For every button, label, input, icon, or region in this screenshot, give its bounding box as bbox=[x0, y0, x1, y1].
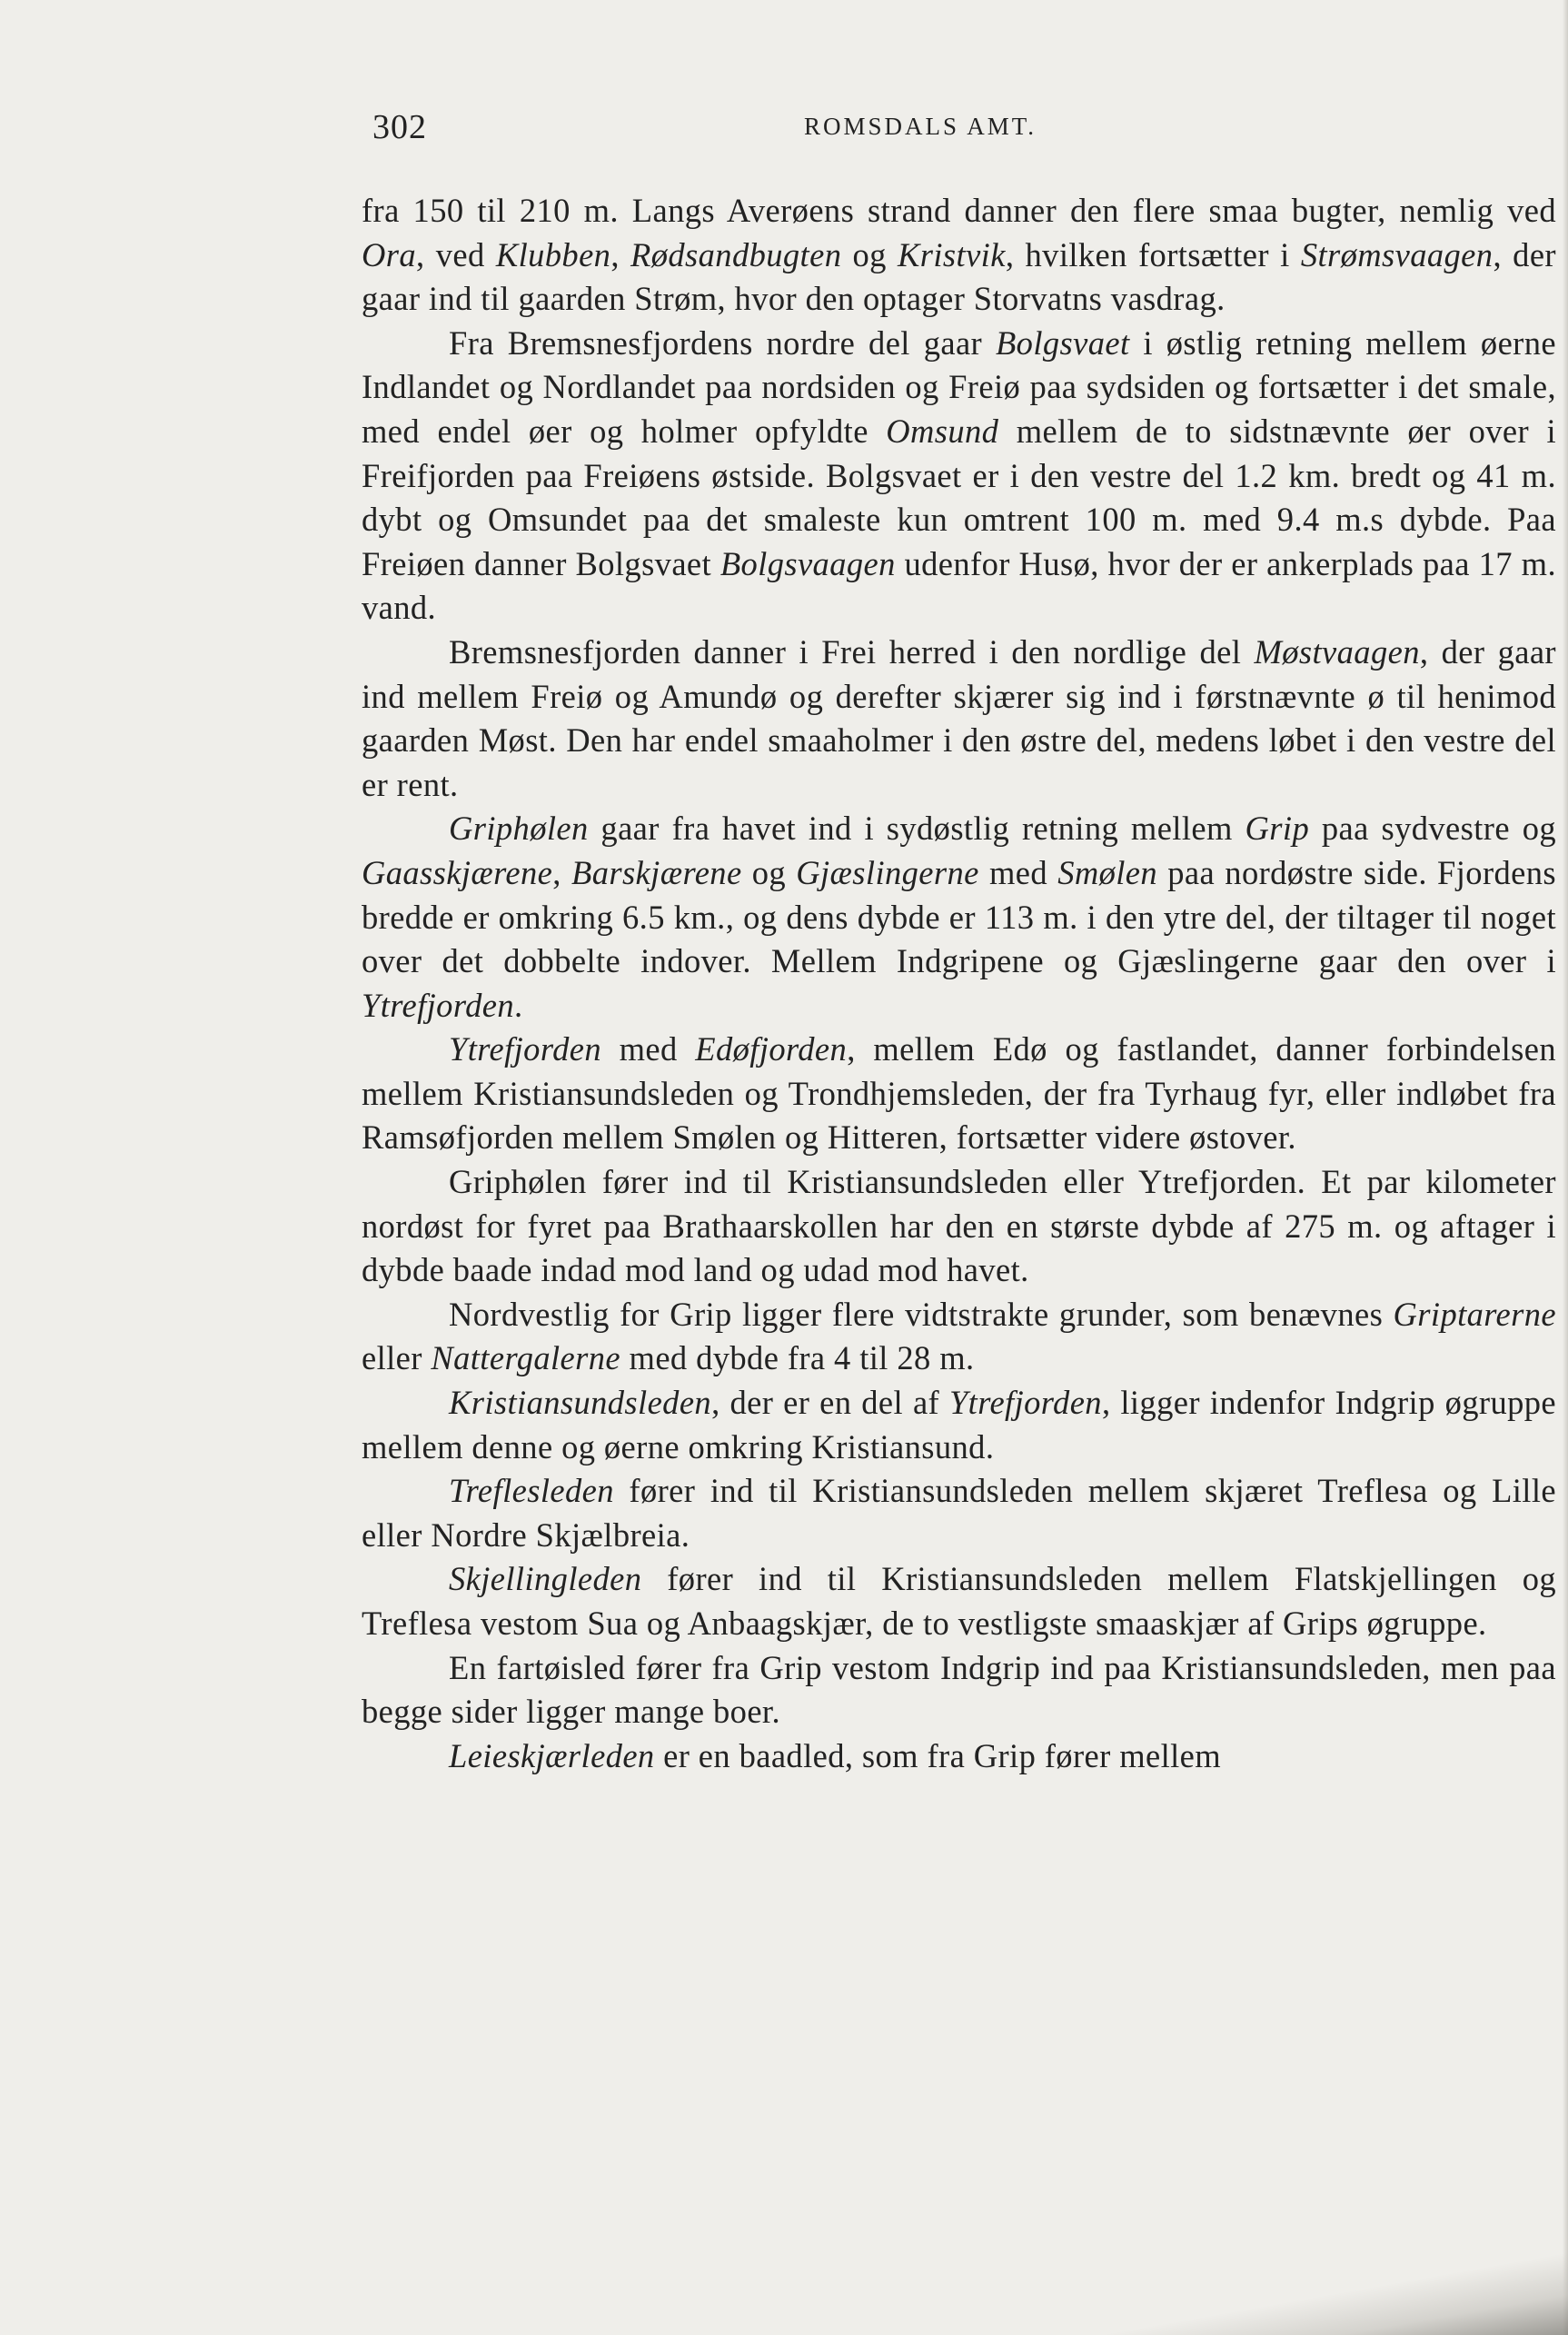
paragraph bbox=[362, 1381, 1556, 1469]
text-run: med bbox=[600, 1030, 696, 1068]
text-run: gaar fra havet ind i sydøstlig retning mellem bbox=[588, 810, 1245, 848]
italic-term: Barskjærene bbox=[571, 853, 742, 891]
text-run: , hvilken fortsætter i bbox=[1005, 235, 1301, 273]
text-run: eller bbox=[362, 1339, 432, 1377]
text-run: fra 150 til 210 m. Langs Averøens strand danner den flere smaa bugter, nemlig ved bbox=[362, 192, 1556, 229]
italic-term: Ytrefjorden bbox=[449, 1030, 601, 1068]
body-text bbox=[362, 189, 1556, 1778]
paragraph bbox=[362, 1646, 1556, 1734]
italic-term: Møstvaagen bbox=[1254, 632, 1420, 671]
paragraph bbox=[362, 1557, 1556, 1645]
text-run: og bbox=[741, 853, 797, 891]
paragraph bbox=[362, 1160, 1556, 1293]
text-run: paa sydvestre og bbox=[1309, 810, 1557, 848]
italic-term: Ora bbox=[362, 235, 417, 273]
italic-term: Treflesleden bbox=[449, 1472, 614, 1510]
italic-term: Griphølen bbox=[449, 810, 589, 848]
paragraph bbox=[362, 1734, 1556, 1779]
text-run: med bbox=[978, 853, 1058, 891]
paragraph bbox=[362, 189, 1556, 322]
italic-term: Smølen bbox=[1057, 853, 1158, 891]
text-run: Bremsnesfjorden danner i Frei herred i den nordlige del bbox=[449, 632, 1255, 671]
italic-term: Gaasskjærene bbox=[362, 853, 553, 891]
page-header bbox=[372, 107, 1553, 144]
italic-term: Rødsandbugten bbox=[630, 235, 842, 273]
text-run: , der er en del af bbox=[711, 1384, 949, 1422]
text-run: Griphølen fører ind til Kristiansundsleden eller Ytrefjorden. Et par kilometer nordøst for fyret paa Brathaarskollen har den en største dybde af 275 m. og aftager i dybde baade indad mod land og udad mod havet. bbox=[362, 1163, 1556, 1289]
text-run: , der gaar ind til gaarden Strøm, hvor den optager Storvatns vasdrag. bbox=[362, 235, 1556, 318]
paragraph bbox=[362, 631, 1556, 807]
italic-term: Ytrefjorden bbox=[362, 986, 514, 1024]
italic-term: Bolgsvaet bbox=[995, 323, 1130, 362]
page-edge-shadow bbox=[1563, 0, 1568, 2335]
text-run: mellem de to sidstnævnte øer over i Freifjorden paa Freiøens østside. Bolgsvaet er i den vestre del 1.2 km. bredt og 41 m. dybt og Omsundet paa det smaleste kun omtrent 100 m. med 9.4 m.s dybde. Paa Freiøen danner Bolgsvaet bbox=[362, 412, 1557, 582]
paragraph bbox=[362, 807, 1556, 1028]
italic-term: Leieskjærleden bbox=[449, 1736, 655, 1774]
page-curl-shadow bbox=[1096, 2235, 1568, 2335]
text-run: er en baadled, som fra Grip fører mellem bbox=[654, 1736, 1222, 1774]
paragraph bbox=[362, 322, 1556, 631]
italic-term: Gjæslingerne bbox=[796, 853, 979, 891]
text-run: , bbox=[610, 235, 631, 273]
page-number: 302 bbox=[372, 108, 427, 146]
text-run: Fra Bremsnesfjordens nordre del gaar bbox=[449, 323, 996, 362]
text-run: , mellem Edø og fastlandet, danner forbindelsen mellem Kristiansundsleden og Trondhjemsleden, der fra Tyrhaug fyr, eller indløbet fra Ramsøfjorden mellem Smølen og Hitteren, fortsætter videre østover. bbox=[362, 1030, 1557, 1157]
text-run: fører ind til Kristiansundsleden mellem Flatskjellingen og Treflesa vestom Sua og Anbaagskjær, de to vestligste smaaskjær af Grips øgruppe. bbox=[362, 1560, 1556, 1642]
italic-term: Bolgsvaagen bbox=[719, 544, 896, 582]
text-run: , ved bbox=[416, 235, 496, 273]
running-head: ROMSDALS AMT. bbox=[804, 113, 1037, 140]
paragraph bbox=[362, 1469, 1556, 1557]
text-run: paa nordøstre side. Fjordens bredde er omkring 6.5 km., og dens dybde er 113 m. i den ytre del, der tiltager til noget over det dobbelte indover. Mellem Indgripene og Gjæslingerne gaar den over i bbox=[362, 853, 1557, 980]
italic-term: Omsund bbox=[886, 412, 999, 450]
text-run: , der gaar ind mellem Freiø og Amundø og derefter skjærer sig ind i førstnævnte ø til henimod gaarden Møst. Den har endel smaaholmer i den østre del, medens løbet i den vestre del er rent. bbox=[362, 632, 1556, 803]
text-run: og bbox=[841, 235, 898, 273]
italic-term: Ytrefjorden bbox=[948, 1384, 1102, 1422]
italic-term: Klubben bbox=[495, 235, 611, 273]
italic-term: Skjellingleden bbox=[449, 1560, 642, 1598]
italic-term: Edøfjorden bbox=[695, 1030, 848, 1068]
text-run: , bbox=[552, 853, 571, 891]
italic-term: Kristiansundsleden bbox=[449, 1384, 712, 1422]
paragraph bbox=[362, 1028, 1556, 1160]
text-run: udenfor Husø, hvor der er ankerplads paa 17 m. vand. bbox=[362, 544, 1556, 627]
text-run: , ligger indenfor Indgrip øgruppe mellem denne og øerne omkring Kristiansund. bbox=[362, 1384, 1556, 1466]
text-run: i østlig retning mellem øerne Indlandet og Nordlandet paa nordsiden og Freiø paa sydsiden og fortsætter i det smale, med endel øer og holmer opfyldte bbox=[362, 323, 1556, 450]
text-run: . bbox=[513, 986, 523, 1024]
italic-term: Kristvik bbox=[898, 235, 1006, 273]
italic-term: Strømsvaagen bbox=[1300, 235, 1494, 273]
text-run: Nordvestlig for Grip ligger flere vidtstrakte grunder, som benævnes bbox=[449, 1295, 1394, 1333]
italic-term: Grip bbox=[1245, 810, 1310, 848]
paragraph bbox=[362, 1293, 1556, 1381]
text-run: fører ind til Kristiansundsleden mellem skjæret Treflesa og Lille eller Nordre Skjælbreia. bbox=[362, 1472, 1556, 1554]
italic-term: Griptarerne bbox=[1393, 1295, 1556, 1333]
italic-term: Nattergalerne bbox=[431, 1339, 620, 1377]
text-run: med dybde fra 4 til 28 m. bbox=[620, 1339, 975, 1377]
text-run: En fartøisled fører fra Grip vestom Indgrip ind paa Kristiansundsleden, men paa begge sider ligger mange boer. bbox=[362, 1648, 1556, 1731]
